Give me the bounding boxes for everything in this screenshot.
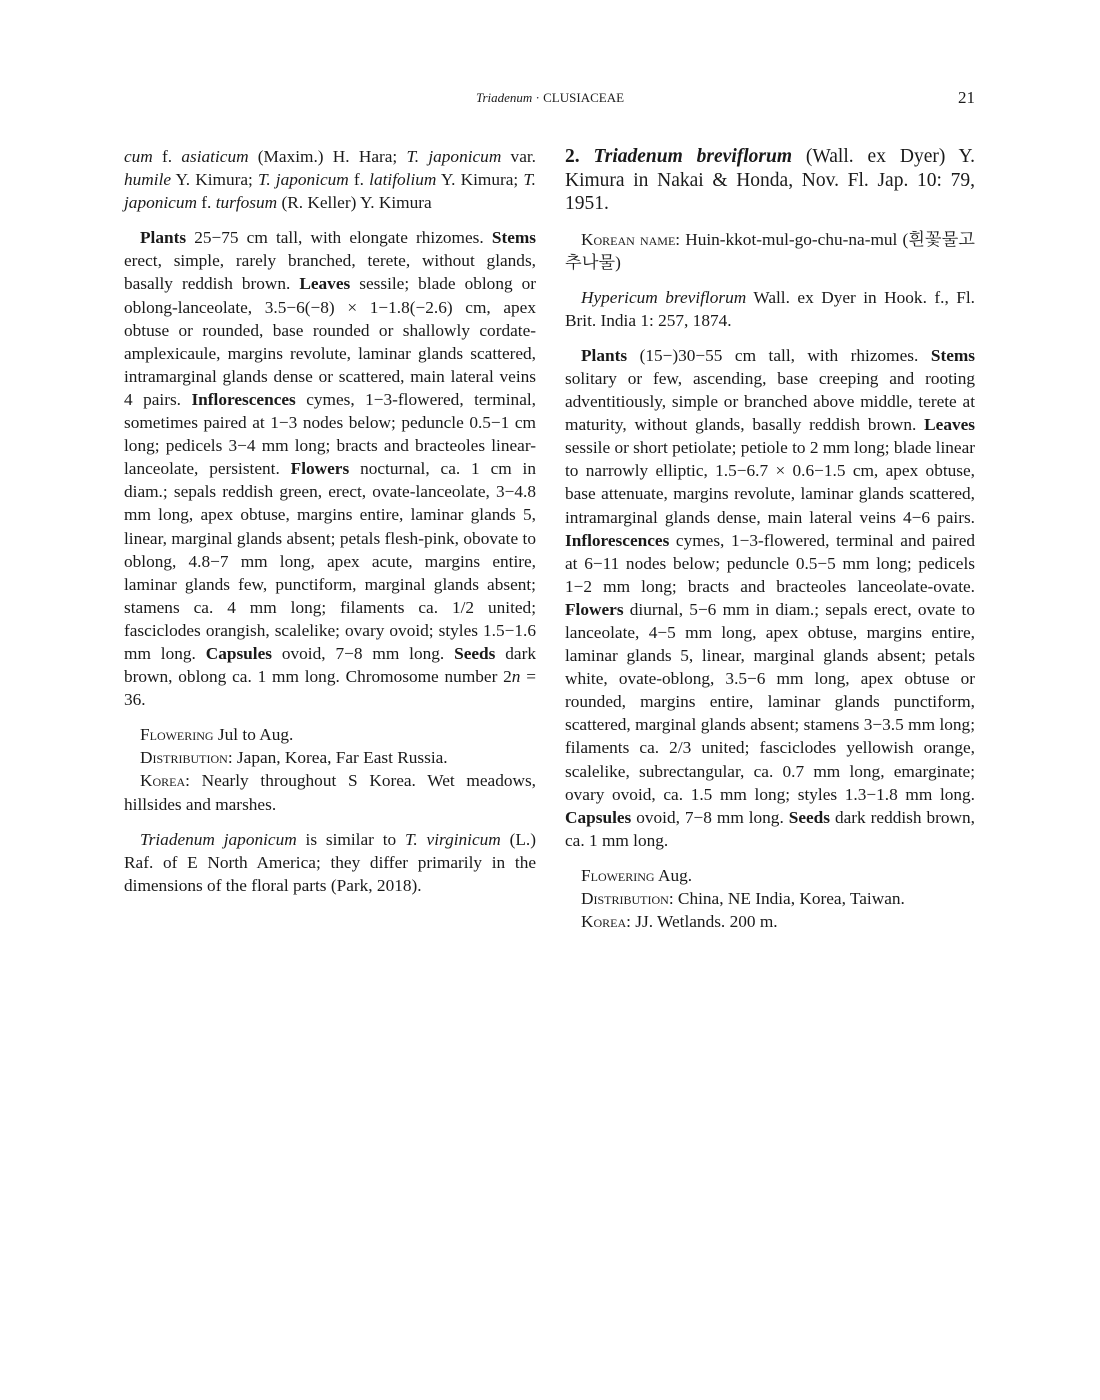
distribution [124, 746, 536, 769]
text-run: Korean name [581, 229, 676, 249]
text-run: solitary or few, ascending, base creeping and rooting adventitiously, simple or branched above middle, terete at maturity, without glands, basally reddish brown. [565, 368, 975, 435]
text-run: Korea [140, 771, 186, 791]
flowering-period [565, 864, 975, 887]
text-run: : Japan, Korea, Far East Russia. [227, 748, 448, 768]
text-run: Distribution [581, 889, 669, 909]
text-run: Y. Kimura; [171, 170, 259, 190]
text-run: dark reddish brown, ca. 1 mm long. [565, 807, 975, 850]
left-column [124, 145, 536, 897]
text-run: Triadenum japonicum [140, 829, 297, 849]
species-heading [565, 145, 975, 216]
text-run: diurnal, 5−6 mm in diam.; sepals erect, ovate to lanceolate, 4−5 mm long, apex obtuse, margins entire, laminar glands 5, linear, marginal glands absent; petals white, ovate-oblong, 3.5−6 mm long, apex obtuse or rounded, margins entire, laminar glands punctiform, scattered, marginal glands absent; stamens 3−3.5 mm long; filaments ca. 2/3 united; fasciclodes yellowish orange, scalelike, subrectangular, ca. 0.7 mm long, emarginate; ovary ovoid, ca. 1.5 mm long; styles 1.3−1.8 mm long. [565, 599, 975, 804]
text-run: : Nearly throughout S Korea. Wet meadows, hillsides and marshes. [124, 771, 536, 814]
text-run: asiaticum [181, 147, 249, 166]
text-run: Seeds [454, 643, 496, 663]
text-run: Flowering [140, 725, 214, 745]
right-column [565, 145, 975, 933]
text-run: turfosum [215, 193, 278, 213]
text-run: f. [152, 147, 182, 166]
text-run: Leaves [299, 274, 351, 294]
text-run: (L.) Raf. of E North America; they differ primarily in the dimensions of the floral parts (Park, 2018). [124, 829, 536, 895]
text-run: Seeds [788, 807, 831, 827]
text-run: sessile; blade oblong or oblong-lanceolate, 3.5−6(−8) × 1−1.8(−2.6) cm, apex obtuse or rounded, base rounded or shallowly cordate-amplexicaule, margins revolute, laminar glands scattered, intramarginal glands dense or scattered, main lateral veins 4 pairs. [124, 274, 537, 409]
text-run: latifolium [369, 170, 437, 190]
text-run: Flowers [565, 599, 624, 619]
text-run: T. japonicum [258, 170, 349, 190]
taxonomic-note [124, 828, 536, 897]
text-run: Y. Kimura; [436, 170, 524, 190]
running-head-separator: · [532, 90, 544, 105]
synonymy-continued [124, 145, 536, 214]
distribution [565, 887, 975, 910]
text-run: Inflorescences [191, 389, 296, 409]
text-run: : China, NE India, Korea, Taiwan. [668, 889, 905, 909]
korean-name [565, 228, 975, 274]
text-run: humile [124, 170, 172, 190]
text-run: Flowers [290, 459, 350, 479]
text-run: Aug. [654, 865, 693, 885]
text-run: sessile or short petiolate; petiole to 2 mm long; blade linear to narrowly elliptic, 1.5−6.7 × 0.6−1.5 cm, apex obtuse, base attenuate, margins revolute, laminar glands scattered, intramarginal glands dense, main lateral veins 4−6 pairs. [565, 438, 975, 527]
running-head-genus: Triadenum [475, 90, 533, 105]
text-run: Korea [581, 912, 627, 932]
text-run: (Maxim.) H. Hara; [248, 147, 407, 166]
text-run: cymes, 1−3-flowered, terminal and paired at 6−11 nodes below; peduncle 0.5−5 mm long; pedicels 1−2 mm long; bracts and bracteoles lanceolate-ovate. [565, 530, 975, 596]
flowering-period [124, 723, 536, 746]
text-run: 25−75 cm tall, with elongate rhizomes. [186, 228, 492, 248]
text-run: T. japonicum [406, 147, 502, 166]
text-run: Stems [491, 228, 536, 248]
text-run: cymes, 1−3-flowered, terminal, sometimes paired at 1−3 nodes below; peduncle 0.5−1 cm long; pedicels 3−4 mm long; bracts and bracteoles linear-lanceolate, persistent. [124, 389, 536, 479]
korea-distribution [124, 769, 536, 815]
text-run: dark brown, oblong ca. 1 mm long. Chromosome number 2 [124, 643, 536, 687]
text-run: Flowering [581, 865, 655, 885]
text-run: 2. [565, 146, 594, 167]
text-run: Plants [581, 345, 628, 365]
running-head-family: CLUSIACEAE [543, 90, 625, 105]
text-run: : Huin-kkot-mul-go-chu-na-mul (흰꽃물고추나물) [565, 229, 975, 272]
species-description [565, 344, 975, 852]
text-run: ovoid, 7−8 mm long. [631, 807, 789, 827]
text-run: (R. Keller) Y. Kimura [277, 193, 432, 213]
text-run: Capsules [205, 643, 272, 663]
text-run: : JJ. Wetlands. 200 m. [626, 912, 778, 932]
text-run: cum [124, 147, 153, 166]
text-run: (15−)30−55 cm tall, with rhizomes. [627, 345, 931, 365]
text-run: ovoid, 7−8 mm long. [271, 643, 455, 663]
text-run: T. japonicum [124, 170, 536, 213]
text-run: f. [348, 170, 370, 190]
text-run: Leaves [924, 415, 975, 435]
text-run: erect, simple, rarely branched, terete, without glands, basally reddish brown. [124, 251, 536, 294]
page-number: 21 [958, 88, 975, 107]
korea-distribution [565, 910, 975, 933]
text-run: var. [501, 147, 536, 166]
text-run: Triadenum breviflorum [593, 146, 793, 167]
text-run: Distribution [140, 748, 228, 768]
text-run: = 36. [124, 667, 536, 710]
text-run: Capsules [565, 807, 632, 827]
text-run: Inflorescences [565, 530, 670, 550]
text-run: is similar to [296, 829, 406, 849]
text-run: Stems [930, 345, 975, 365]
page-header [0, 90, 1100, 112]
text-run: f. [196, 193, 216, 213]
text-run: (Wall. ex Dyer) Y. Kimura in Nakai & Honda, Nov. Fl. Jap. 10: 79, 1951. [565, 146, 975, 214]
basionym [565, 286, 975, 332]
running-head [0, 90, 1100, 106]
text-run: Hypericum breviflorum [581, 287, 747, 307]
text-run: Plants [140, 228, 187, 248]
text-run: nocturnal, ca. 1 cm in diam.; sepals reddish green, erect, ovate-lanceolate, 3−4.8 mm long, apex obtuse, margins entire, laminar glands 5, linear, marginal glands absent; petals flesh-pink, obovate to oblong, 4.8−7 mm long, apex acute, margins entire, laminar glands few, punctiform, marginal glands absent; stamens ca. 4 mm long; filaments ca. 1/2 united; fasciclodes orangish, scalelike; ovary ovoid; styles 1.5−1.6 mm long. [124, 459, 536, 663]
text-run: Wall. ex Dyer in Hook. f., Fl. Brit. India 1: 257, 1874. [565, 287, 975, 330]
species-description [124, 226, 536, 711]
text-run: Jul to Aug. [213, 725, 294, 745]
text-run: T. virginicum [405, 829, 501, 849]
text-run: n [511, 667, 521, 687]
